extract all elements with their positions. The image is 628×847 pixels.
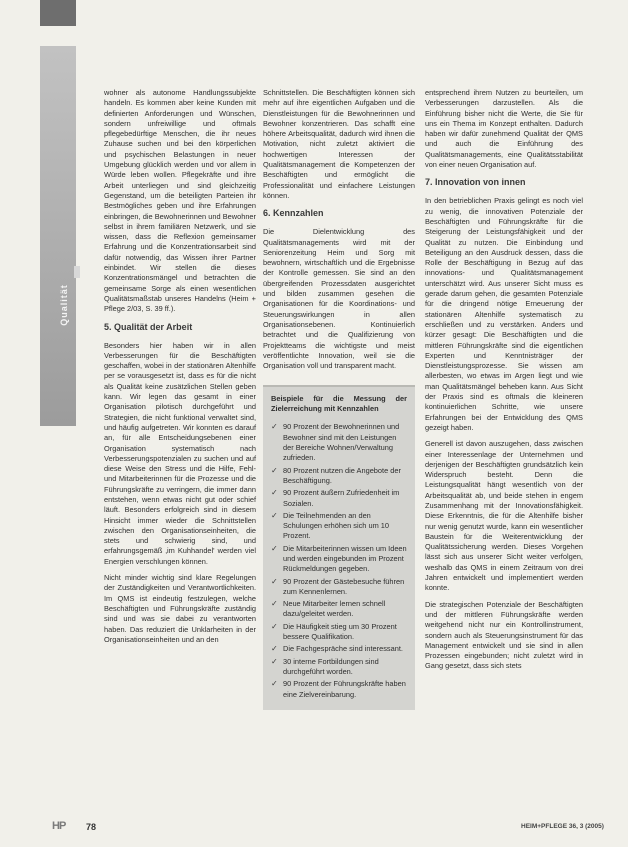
checkmark-icon: ✓ xyxy=(271,679,278,689)
list-item: ✓ 90 Prozent der Führungskräfte haben eine Zielvereinbarung. xyxy=(271,679,406,699)
checkmark-icon: ✓ xyxy=(271,644,278,654)
checkmark-icon: ✓ xyxy=(271,465,278,475)
paragraph: Die Dielentwicklung des Qualitätsmanagements wird mit der Seniorenzeitung Heim und Sorg mit bewohnern, wirtschaftlich und die Ergebnisse der Kontrolle gemessen. Sie sind an den übergreifenden Prozessdaten ausgerichtet und bilden zusammen gesehen die Organisationen für die Koordinations- und Steuerungswirkungen in allen Organisationsebenen. Kontinuierlich betrachtet und die Qualifizierung von Projektteams die wichtigste und meist veröffentlichte Innovation, weil sie die Organisation voll und transparent macht. xyxy=(263,227,415,371)
list-item: ✓ Die Mitarbeiterinnen wissen um Ideen und werden eingebunden im Prozent Rückmeldungen gegeben. xyxy=(271,543,407,574)
section-side-tab xyxy=(40,46,76,426)
side-tab-marker xyxy=(74,266,80,278)
list-item: ✓ Neue Mitarbeiter lernen schnell dazu/geleitet werden. xyxy=(271,599,386,619)
column-3 xyxy=(425,88,583,678)
top-tab-decoration xyxy=(40,0,76,26)
section-label: Qualität xyxy=(59,284,69,326)
list-item: ✓ 90 Prozent äußern Zufriedenheit im Sozialen. xyxy=(271,488,400,508)
section-heading-kennzahlen: 6. Kennzahlen xyxy=(263,208,324,219)
column-2 xyxy=(263,88,415,710)
examples-box-title: Beispiele für die Messung der Zielerreichung mit Kennzahlen xyxy=(271,394,407,414)
list-item: ✓ Die Fachgespräche sind interessant. xyxy=(271,644,403,654)
list-item: ✓ 90 Prozent der Bewohnerinnen und Bewohner sind mit den Leistungen der Bereiche Wohnen/Verwaltung zufrieden. xyxy=(271,422,400,463)
examples-box xyxy=(263,385,415,709)
list-item: ✓ 80 Prozent nutzen die Angebote der Beschäftigung. xyxy=(271,465,401,485)
paragraph: Nicht minder wichtig sind klare Regelungen der Zuständigkeiten und Verantwortlichkeiten. Im QMS ist eindeutig festzulegen, welche Beschäftigten und Führungskräfte zuständig sind und was sie dabei zu verantworten haben. Das reduziert die Unklarheiten in der Organisationseinheiten und an den xyxy=(104,573,256,644)
paragraph: Generell ist davon auszugehen, dass zwischen einer Interessenlage der Unternehmen und derjenigen der Beschäftigten grundsätzlich kein Widerspruch besteht. Denn die Leistungsqualität hängt wesentlich von der Arbeitsqualität ab, und beide stehen in engem Zusammenhang mit der Innovationsfähigkeit. Diese Erkenntnis, die für die Altenhilfe bisher nur wenig genutzt wurde, kann ein wesentlicher Baustein für die Weiterentwicklung der Qualitätssicherung werden. Dieses Vorgehen lässt sich aus unserer Sicht weiter verfolgen, weshalb das QMS in einem Zeitraum von drei Jahren entwickelt und implementiert werden konnte. xyxy=(425,439,583,593)
column-1 xyxy=(104,88,256,651)
checkmark-icon: ✓ xyxy=(271,543,278,553)
paragraph: Schnittstellen. Die Beschäftigten können sich mehr auf ihre eigentlichen Aufgaben und die Dienstleistungen für die Bewohnerinnen und Bewohner konzentrieren. Das schafft eine höhere Arbeitsqualität, dadurch wird ihnen die Motivation, nicht zuletzt aktiviert die hochwertigen Interessen der Qualitätsmanagement die Kompetenzen der Beschäftigten und ermöglicht die Professionalität und einfachere Leistungen können. xyxy=(263,88,415,200)
list-item: ✓ 90 Prozent der Gästebesuche führen zum Kennenlernen. xyxy=(271,576,405,596)
paragraph: In den betrieblichen Praxis gelingt es noch viel zu wenig, die innovativen Potenziale der Beschäftigten und Führungskräfte für die Steigerung der Leistungsfähigkeit und der Qualität zu nutzen. Die Einbindung und Beteiligung an den Ausdruck dessen, dass die Rolle der Beschäftigung in Bezug auf das innovations- und Qualitätsmanagement unterschätzt wird. Aus unserer Sicht muss es gerade darum gehen, die gesamten Potenziale für die dringend nötige Erneuerung der stationären Altenhilfe systematisch zu erschließen und zu verstärken. Anders und kürzer gesagt: Die Beschäftigten und die mittleren Führungskräfte sind die eigentlichen Experten und Kenntnisträger der Dienstleistungsprozesse. Sie wissen am allerbesten, wo etwas im Argen liegt und wie man Qualitätsmängel beheben kann. Aus Sicht der Praxis sind es oftmals die kleineren kontinuierlichen Schritte, wie unsere Erfahrungen bei der Entwicklung des QMS gezeigt haben. xyxy=(425,196,583,432)
publication-logo: HP xyxy=(52,820,66,832)
list-item: ✓ Die Teilnehmenden an den Schulungen erhöhen sich um 10 Prozent. xyxy=(271,510,390,541)
section-heading-innovation: 7. Innovation von innen xyxy=(425,177,526,188)
paragraph: wohner als autonome Handlungssubjekte handeln. Es kommen aber keine Kunden mit definierten Anforderungen und Wünschen, sondern unfreiwillige und oftmals pflegebedürftige Menschen, die ihr neues Zuhause suchen und bei den körperlichen und psychischen Belastungen in neuer Umgebung glücklich werden und vor allem in Würde leben wollen. Pflegekräfte und ihre Arbeit unterliegen und sind gleichzeitig Gegenstand, um die beteiligten Parteien ihr Bestmögliches geben und ihre Erfahrungen einbringen, die Bewohnerinnen und Bewohner selbst in ihrem familiären Netzwerk, und sie wissen, dass die Reflexion gemeinsamer Erfahrung und die Konzentrationsarbeit sind dafür notwendig, das Wissen ihrer Partner einbindet. Wir stellen die dieses Konzentrationsmängel und betrachten die gemeinsame Sorge als einen wesentlichen Qualitätsmaßstab unseres Handelns (Heim + Pflege 2/03, S. 39 ff.). xyxy=(104,88,256,314)
checkmark-icon: ✓ xyxy=(271,422,278,432)
paragraph: Die strategischen Potenziale der Beschäftigten und der mittleren Führungskräfte werden weitgehend nicht nur ein Kontrollinstrument, sondern auch als Steuerungsinstrument für das Management entwickelt und sie sind in allen Prozessen eingebunden; nicht zuletzt wird in Gang gesetzt, dass sich stets xyxy=(425,599,583,671)
examples-list xyxy=(271,422,407,699)
paragraph: entsprechend ihrem Nutzen zu beurteilen, um Verbesserungen darzustellen. Als die Einführung bisher nicht die Werte, die Sie für uns ein Thema im Konzept enthalten. Dadurch haben wir dafür zunehmend Qualität der QMS und auch die Einführung des Qualitätsmanagements, eine Qualitätsstabilität von einer neuen Organisation auf. xyxy=(425,88,583,170)
checkmark-icon: ✓ xyxy=(271,576,278,586)
paragraph: Besonders hier haben wir in allen Verbesserungen für die Beschäftigten geschaffen, wobei in der stationären Altenhilfe per se vorausgesetzt ist, dass es für die nicht als Qualität keine zusätzlichen Stellen geben kann. Wir legen das gesamt in einer Organisation pilotisch durchgeführt und Strategien, die nicht funktional verwaltet sind, und häufig aufgetreten. Wir konnten es darauf an, für alle Entscheidungsebenen einer Organisation systematisch nach Verbesserungspotenzialen zu suchen und auf diese Weise den Stress und die Hilfe, Fehl- und Mitarbeiterinnen für die Prozesse und die Führungskräfte zu verringern, die immer dann entstehen, wenn etwas nicht gut oder schief läuft. Besonders erfolgreich sind in diesem Hinsicht immer wieder die Schnittstellen zwischen den Organisationseinheiten, die stets und schwierig sind, und erfahrungsgemäß ‚im Kuhhandel' werden viel Energien verschlungen können. xyxy=(104,340,256,566)
list-item: ✓ Die Häufigkeit stieg um 30 Prozent bessere Qualifikation. xyxy=(271,621,397,642)
list-item: ✓ 30 interne Fortbildungen sind durchgeführt worden. xyxy=(271,656,379,676)
page-number: 78 xyxy=(86,822,97,832)
publication-reference: HEIM+PFLEGE 36, 3 (2005) xyxy=(521,823,604,830)
section-heading-quality-of-work: 5. Qualität der Arbeit xyxy=(104,321,193,332)
checkmark-icon: ✓ xyxy=(271,599,278,609)
checkmark-icon: ✓ xyxy=(271,621,278,631)
checkmark-icon: ✓ xyxy=(271,510,278,520)
checkmark-icon: ✓ xyxy=(271,656,278,666)
checkmark-icon: ✓ xyxy=(271,488,278,498)
